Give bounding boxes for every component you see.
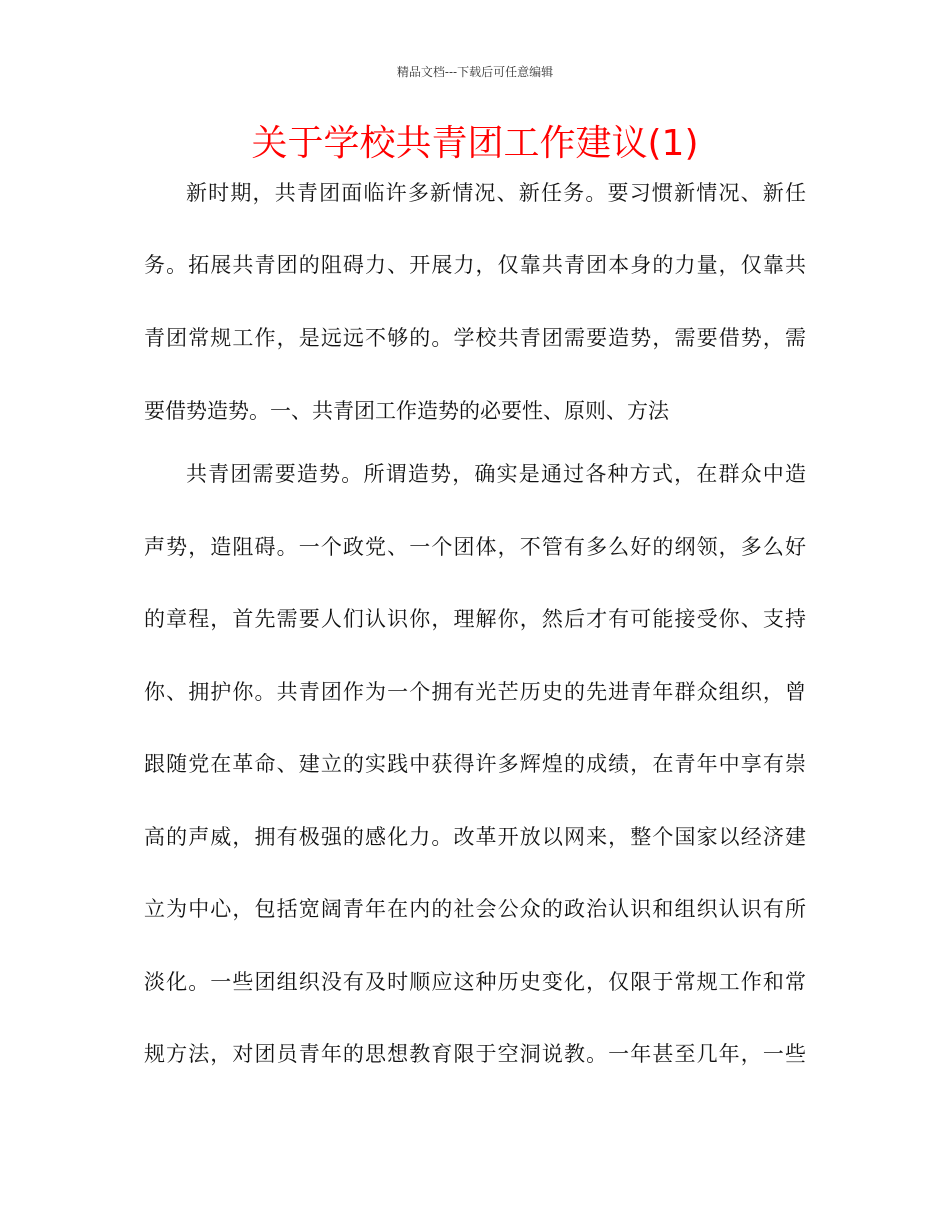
paragraph-line: 共青团需要造势。所谓造势，确实是通过各种方式，在群众中造 xyxy=(186,462,806,486)
paragraph-line: 要借势造势。一、共青团工作造势的必要性、原则、方法 xyxy=(144,399,669,423)
paragraph-line: 跟随党在革命、建立的实践中获得许多辉煌的成绩，在青年中享有崇 xyxy=(144,752,806,776)
document-title: 关于学校共青团工作建议(1) xyxy=(251,123,699,164)
paragraph-line: 规方法，对团员青年的思想教育限于空洞说教。一年甚至几年，一些 xyxy=(144,1042,806,1066)
paragraph-line: 淡化。一些团组织没有及时顺应这种历史变化，仅限于常规工作和常 xyxy=(144,970,806,994)
paragraph-line: 声势，造阻碍。一个政党、一个团体，不管有多么好的纲领，多么好 xyxy=(144,535,806,559)
header-note: 精品文档---下载后可任意编辑 xyxy=(396,65,554,79)
paragraph-line: 的章程，首先需要人们认识你，理解你，然后才有可能接受你、支持 xyxy=(144,607,806,631)
paragraph-line: 高的声威，拥有极强的感化力。改革开放以网来，整个国家以经济建 xyxy=(144,825,806,849)
paragraph-line: 你、拥护你。共青团作为一个拥有光芒历史的先进青年群众组织，曾 xyxy=(144,680,806,704)
paragraph-line: 立为中心，包括宽阔青年在内的社会公众的政治认识和组织认识有所 xyxy=(144,897,806,921)
paragraph-line: 青团常规工作，是远远不够的。学校共青团需要造势，需要借势，需 xyxy=(144,326,806,350)
paragraph-line: 务。拓展共青团的阻碍力、开展力，仅靠共青团本身的力量，仅靠共 xyxy=(144,253,806,277)
paragraph-line: 新时期，共青团面临许多新情况、新任务。要习惯新情况、新任 xyxy=(186,181,806,205)
